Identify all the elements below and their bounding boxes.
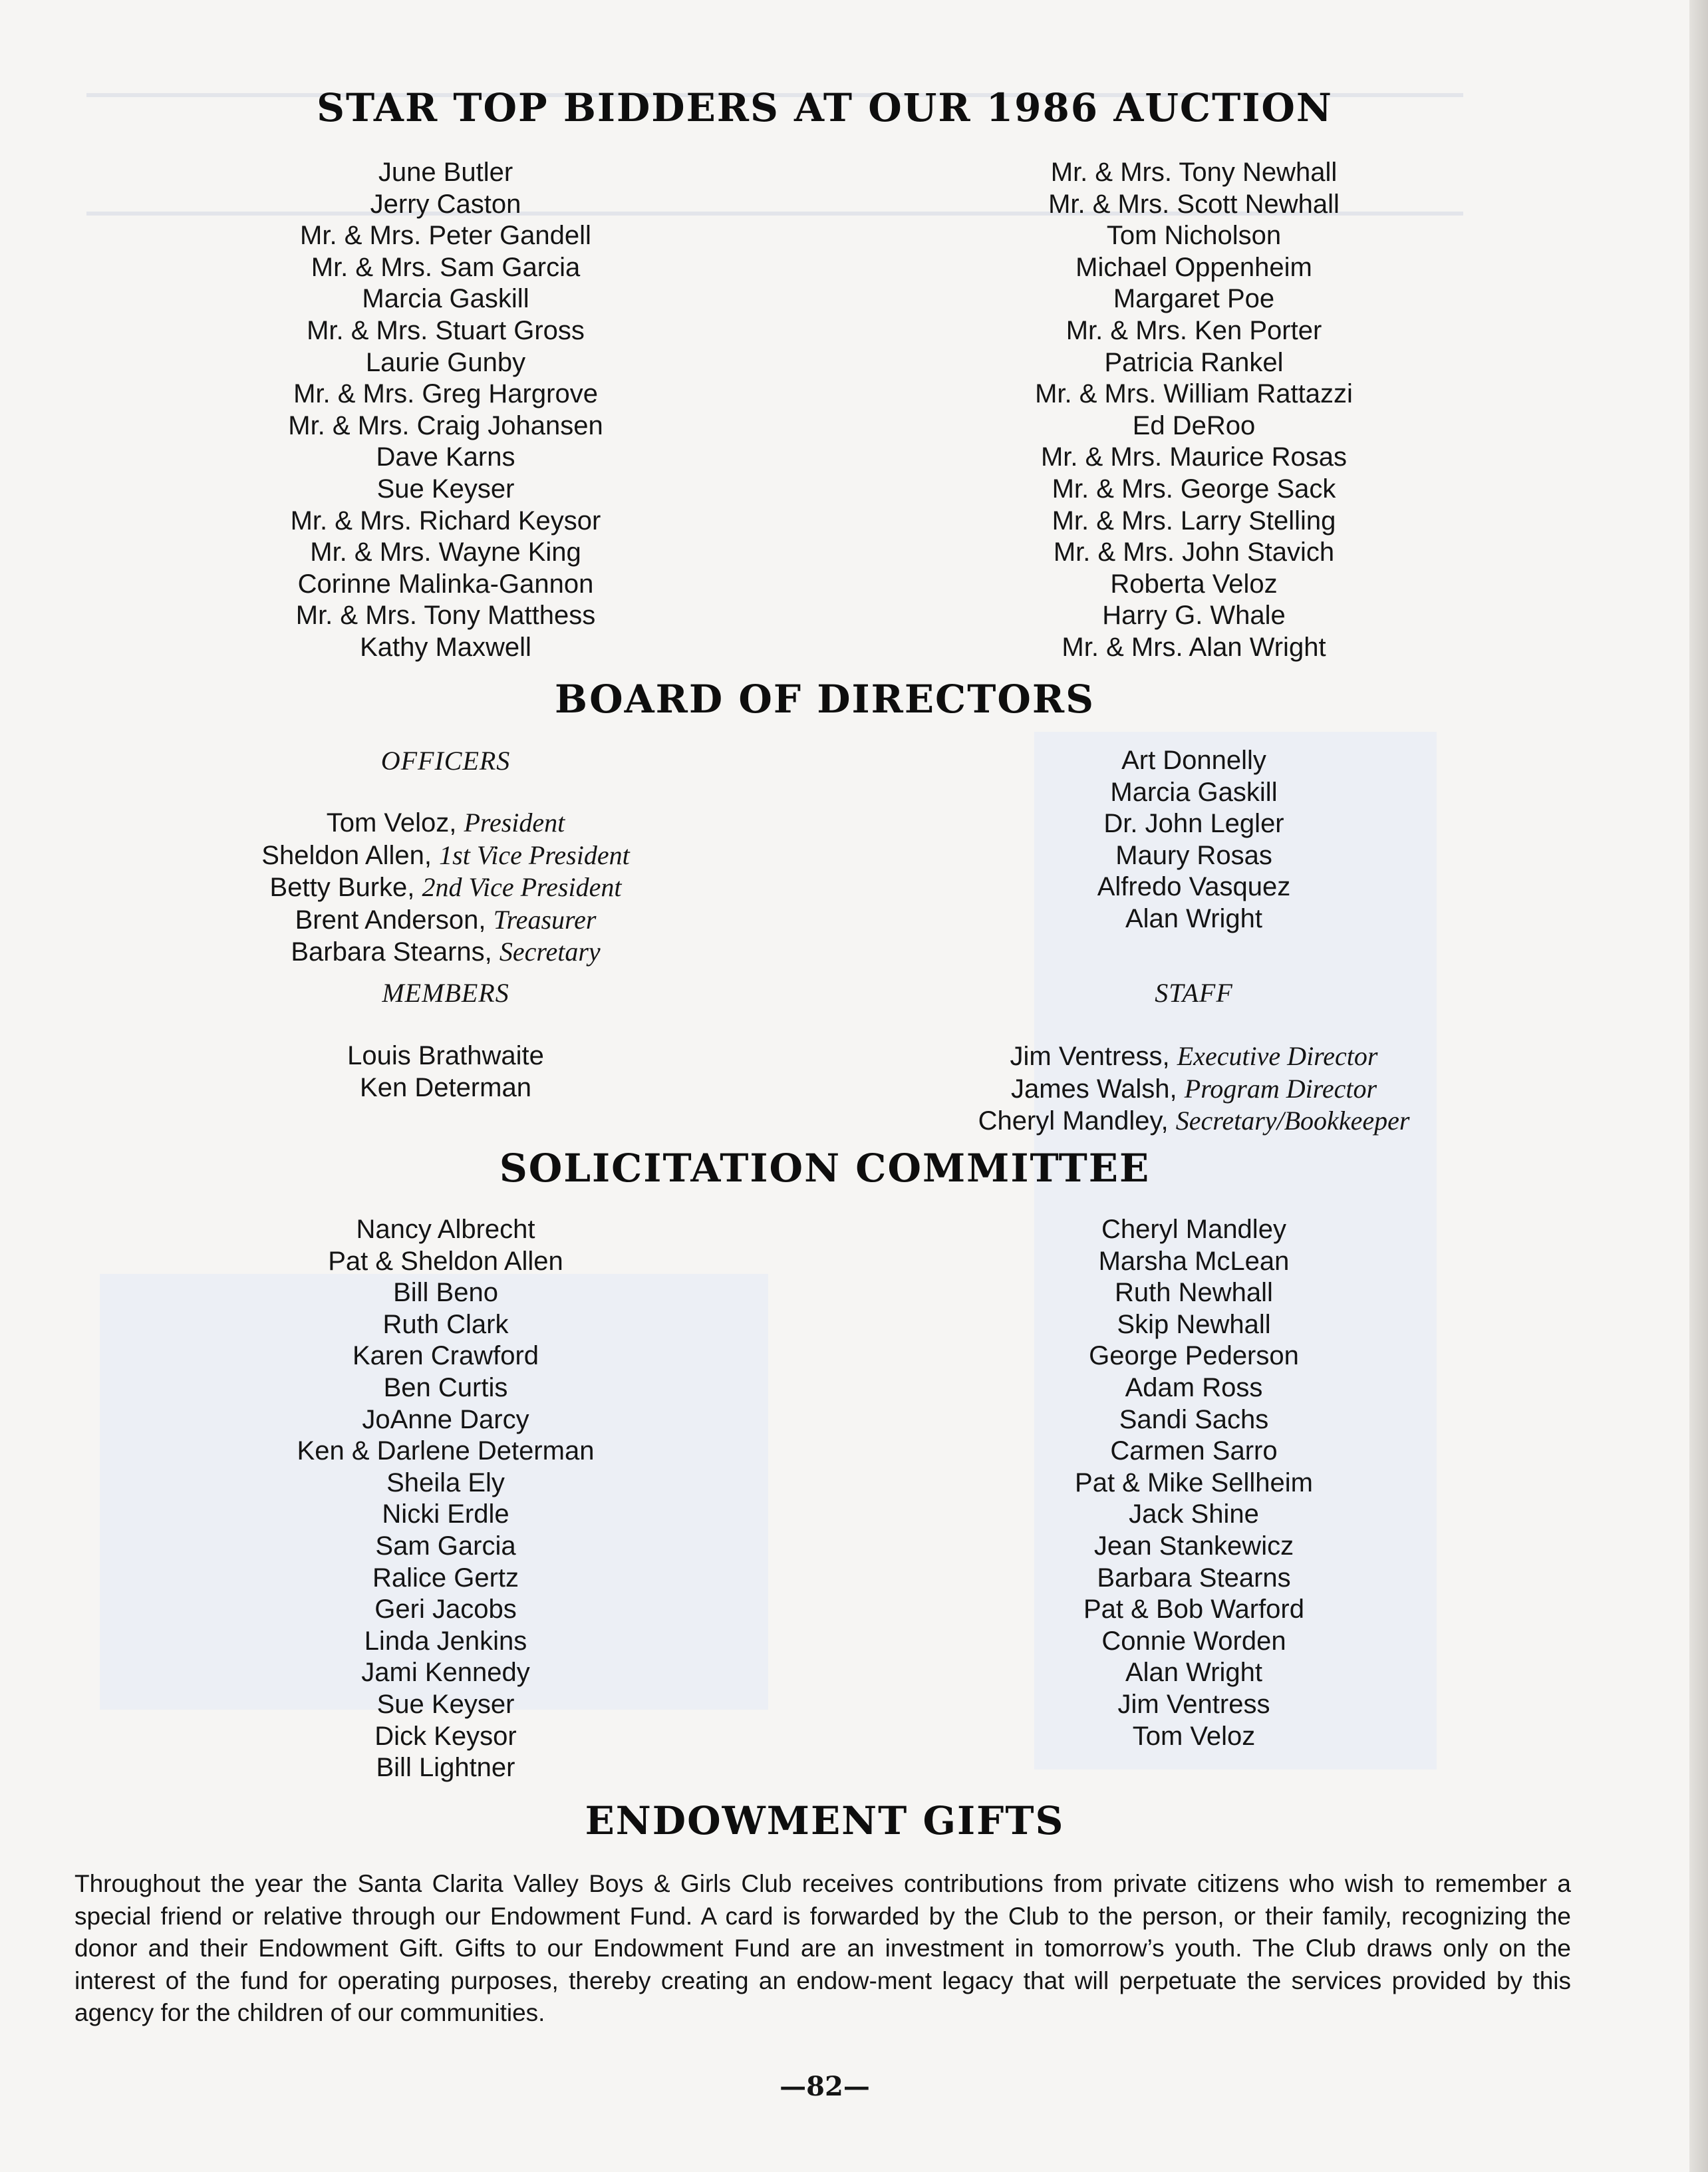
bidders-right-column [898,157,1490,664]
committee-member-name: Carmen Sarro [1110,1436,1278,1466]
endowment-paragraph: Throughout the year the Santa Clarita Valley Boys & Girls Club receives contributions from private citizens who wish to remember a special friend or relative through our Endowment Fund. A card is forwarded by the Club to the person, or their family, recognizing the donor and their Endowment Gift. Gifts to our Endowment Fund are an investment in tomorrow’s youth. The Club draws only on the interest of the fund for operating purposes, thereby creating an endow-ment legacy that will perpetuate the services provided by this agency for the children of our communities. [74,1870,1571,2026]
committee-member-name: JoAnne Darcy [362,1404,529,1434]
person-role: Executive Director [1177,1041,1378,1071]
officers-list [153,807,738,969]
committee-member-name: Ben Curtis [383,1372,508,1402]
bidder-name: Mr. & Mrs. Greg Hargrove [293,379,598,409]
bidder-name: Mr. & Mrs. Tony Newhall [1050,158,1338,187]
person-role: Program Director [1184,1073,1377,1104]
officer-entry [153,840,738,872]
bidder-name: Mr. & Mrs. Ken Porter [1066,315,1322,345]
officer-entry [153,871,738,904]
committee-member-name: Bill Beno [393,1278,498,1308]
committee-member-name: Ken & Darlene Determan [297,1436,595,1466]
committee-member-name: George Pederson [1089,1341,1299,1371]
bidder-name: Corinne Malinka-Gannon [297,569,594,599]
bidders-heading: STAR TOP BIDDERS AT OUR 1986 AUCTION [317,85,1333,130]
committee-member-name: Marsha McLean [1098,1246,1290,1276]
committee-member-name: Barbara Stearns [1097,1563,1291,1593]
committee-member-name: Linda Jenkins [364,1626,527,1656]
member-name: Louis Brathwaite [347,1041,544,1070]
person-role: Secretary/Bookkeeper [1175,1106,1410,1136]
committee-member-name: Sue Keyser [376,1689,515,1719]
committee-member-name: Karen Crawford [352,1341,539,1371]
person-name: Cheryl Mandley, [978,1106,1176,1136]
person-name: Betty Burke, [269,873,422,903]
committee-member-name: Ralice Gertz [372,1563,519,1593]
endowment-heading: ENDOWMENT GIFTS [585,1798,1065,1843]
committee-member-name: Pat & Mike Sellheim [1075,1468,1313,1497]
committee-member-name: Connie Worden [1101,1626,1286,1656]
committee-member-name: Sandi Sachs [1119,1404,1269,1434]
bidder-name: Tom Nicholson [1106,221,1282,251]
bidder-name: Mr. & Mrs. Tony Matthess [295,601,596,631]
person-role: 1st Vice President [439,840,630,870]
committee-member-name: Alan Wright [1125,1658,1262,1688]
bidder-name: Roberta Veloz [1110,569,1278,599]
person-role: President [464,808,565,838]
bidder-name: Mr. & Mrs. Maurice Rosas [1040,442,1348,472]
director-name: Dr. John Legler [1103,809,1284,839]
staff-label: STAFF [1155,978,1233,1008]
committee-member-name: Jami Kennedy [361,1658,530,1688]
bidder-name: Marcia Gaskill [362,284,529,314]
directors-list [898,745,1490,935]
person-role: 2nd Vice President [422,872,622,903]
staff-entry [898,1073,1490,1106]
bidder-name: Kathy Maxwell [360,632,531,662]
solicitation-right-column [898,1214,1490,1752]
committee-member-name: Bill Lightner [376,1753,515,1783]
bidder-name: Mr. & Mrs. Stuart Gross [307,315,585,345]
member-name: Ken Determan [360,1072,531,1102]
committee-member-name: Nancy Albrecht [356,1215,535,1244]
staff-entry [898,1040,1490,1073]
committee-member-name: Adam Ross [1125,1372,1263,1402]
bidder-name: Mr. & Mrs. Peter Gandell [300,221,591,251]
staff-entry [898,1105,1490,1138]
bidder-name: Michael Oppenheim [1075,252,1312,282]
committee-member-name: Skip Newhall [1117,1309,1271,1339]
bidder-name: Patricia Rankel [1104,347,1284,377]
members-label: MEMBERS [382,978,509,1008]
committee-member-name: Jack Shine [1129,1499,1259,1529]
bidder-name: Mr. & Mrs. Sam Garcia [311,252,581,282]
bidder-name: Ed DeRoo [1132,410,1256,440]
person-name: James Walsh, [1010,1074,1185,1104]
committee-member-name: Pat & Sheldon Allen [328,1246,563,1276]
bidder-name: Mr. & Mrs. Scott Newhall [1048,189,1340,219]
director-name: Art Donnelly [1121,746,1266,775]
person-role: Secretary [499,937,601,967]
bidder-name: Mr. & Mrs. George Sack [1052,474,1336,504]
bidder-name: Mr. & Mrs. William Rattazzi [1035,379,1353,409]
bidder-name: June Butler [378,158,513,187]
person-role: Treasurer [493,904,597,935]
director-name: Maury Rosas [1115,840,1272,870]
committee-member-name: Geri Jacobs [374,1595,517,1625]
committee-member-name: Tom Veloz [1132,1721,1256,1751]
committee-member-name: Jean Stankewicz [1093,1531,1294,1561]
person-name: Brent Anderson, [295,905,494,935]
officers-label: OFFICERS [380,746,511,776]
officer-entry [153,936,738,969]
solicitation-heading: SOLICITATION COMMITTEE [499,1146,1151,1191]
bidder-name: Jerry Caston [370,189,521,219]
bidder-name: Mr. & Mrs. Richard Keysor [290,506,601,536]
person-name: Sheldon Allen, [261,840,440,870]
person-name: Tom Veloz, [326,808,464,838]
committee-member-name: Ruth Newhall [1115,1278,1273,1308]
board-heading: BOARD OF DIRECTORS [555,677,1095,722]
staff-list [898,1040,1490,1138]
members-list [153,1040,738,1104]
officer-entry [153,904,738,937]
committee-member-name: Sam Garcia [375,1531,516,1561]
committee-member-name: Sheila Ely [386,1468,505,1497]
committee-member-name: Nicki Erdle [382,1499,509,1529]
bidder-name: Mr. & Mrs. Alan Wright [1062,632,1326,662]
committee-member-name: Cheryl Mandley [1101,1215,1286,1244]
director-name: Alan Wright [1125,903,1262,933]
director-name: Alfredo Vasquez [1097,872,1291,902]
officer-entry [153,807,738,840]
bidders-left-column [153,157,738,664]
person-name: Barbara Stearns, [291,937,499,967]
bidder-name: Harry G. Whale [1102,601,1286,631]
bidder-name: Margaret Poe [1113,284,1275,314]
page-edge [1689,0,1708,2172]
bidder-name: Laurie Gunby [365,347,526,377]
bidder-name: Mr. & Mrs. Wayne King [310,538,581,567]
committee-member-name: Ruth Clark [382,1309,509,1339]
committee-member-name: Jim Ventress [1117,1689,1270,1719]
committee-member-name: Dick Keysor [374,1721,517,1751]
bidder-name: Mr. & Mrs. Larry Stelling [1052,506,1336,536]
solicitation-left-column [153,1214,738,1784]
bidder-name: Sue Keyser [376,474,515,504]
person-name: Jim Ventress, [1010,1042,1177,1071]
bidder-name: Mr. & Mrs. Craig Johansen [288,410,603,440]
bidder-name: Mr. & Mrs. John Stavich [1053,538,1335,567]
committee-member-name: Pat & Bob Warford [1083,1595,1304,1625]
director-name: Marcia Gaskill [1110,777,1278,807]
bidder-name: Dave Karns [376,442,515,472]
page-number: —82— [780,2071,870,2102]
